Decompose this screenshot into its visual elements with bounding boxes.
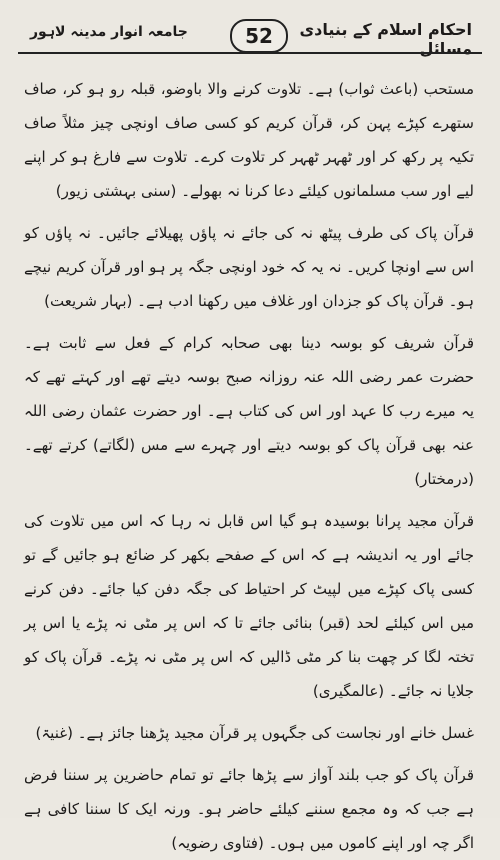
citation: (سنی بہشتی زیور) [55, 182, 177, 200]
book-title: احکام اسلام کے بنیادی مسائل [299, 20, 472, 58]
paragraph [24, 716, 474, 750]
citation: (درمختار) [414, 470, 474, 488]
citation: (غنیۃ) [35, 724, 73, 742]
paragraph [24, 504, 474, 708]
citation: (فتاوی رضویہ) [171, 834, 264, 852]
page-number: 52 [230, 19, 288, 53]
paragraph [24, 326, 474, 496]
paragraph-text: مستحب (باعث ثواب) ہے۔ تلاوت کرنے والا باوضو، قبلہ رو ہو کر، صاف ستھرے کپڑے پہن کر، قرآن کریم کو کسی صاف اونچی چیز مثلاً صاف تکیہ پر رکھ کر اور ٹھہر ٹھہر کر تلاوت کرے۔ تلاوت سے فارغ ہو کر اپنے لیے اور سب مسلمانوں کیلئے دعا کرنا نہ بھولے۔ [24, 80, 474, 200]
citation: (عالمگیری) [312, 682, 385, 700]
paragraph-text: قرآن پاک کو جب بلند آواز سے پڑھا جائے تو تمام حاضرین پر سننا فرض ہے جب کہ وہ مجمع سننے کیلئے حاضر ہو۔ ورنہ ایک کا سننا کافی ہے اگر چہ اور اپنے کاموں میں ہوں۔ [24, 766, 474, 852]
paragraph [24, 216, 474, 318]
paragraph-text: قرآن شریف کو بوسہ دینا بھی صحابہ کرام کے فعل سے ثابت ہے۔ حضرت عمر رضی اللہ عنہ روزانہ صبح بوسہ دیتے تھے اور کہتے تھے کہ یہ میرے رب کا عہد اور اس کی کتاب ہے۔ اور حضرت عثمان رضی اللہ عنہ بھی قرآن پاک کو بوسہ دیتے اور چہرے سے مس (لگاتے) کرتے تھے۔ [24, 334, 474, 454]
publisher-name: جامعہ انوار مدینہ لاہور [30, 24, 188, 40]
page-header [18, 14, 482, 62]
paragraph-text: قرآن مجید پرانا بوسیدہ ہو گیا اس قابل نہ رہا کہ اس میں تلاوت کی جائے اور یہ اندیشہ ہے کہ اس کے صفحے بکھر کر ضائع ہو جائیں گے تو کسی پاک کپڑے میں لپیٹ کر احتیاط کی جگہ دفن کیا جائے۔ دفن کرنے میں اس کیلئے لحد (قبر) بنائی جائے تا کہ اس پر مٹی نہ پڑے یا اس پر تختہ لگا کر چھت بنا کر مٹی ڈالیں کہ اس پر مٹی نہ پڑے۔ قرآن پاک کو جلایا نہ جائے۔ [24, 512, 474, 700]
paragraph [24, 72, 474, 208]
paragraph-text: غسل خانے اور نجاست کی جگہوں پر قرآن مجید پڑھنا جائز ہے۔ [77, 724, 474, 742]
paragraph [24, 758, 474, 860]
paragraph-text: قرآن پاک کی طرف پیٹھ نہ کی جائے نہ پاؤں پھیلائے جائیں۔ نہ پاؤں کو اس سے اونچا کریں۔ نہ یہ کہ خود اونچی جگہ پر ہو اور قرآن کریم نیچے ہو۔ قرآن پاک کو جزدان اور غلاف میں رکھنا ادب ہے۔ [24, 224, 474, 310]
page-body [24, 72, 474, 860]
header-rule [18, 52, 482, 54]
citation: (بہار شریعت) [44, 292, 133, 310]
